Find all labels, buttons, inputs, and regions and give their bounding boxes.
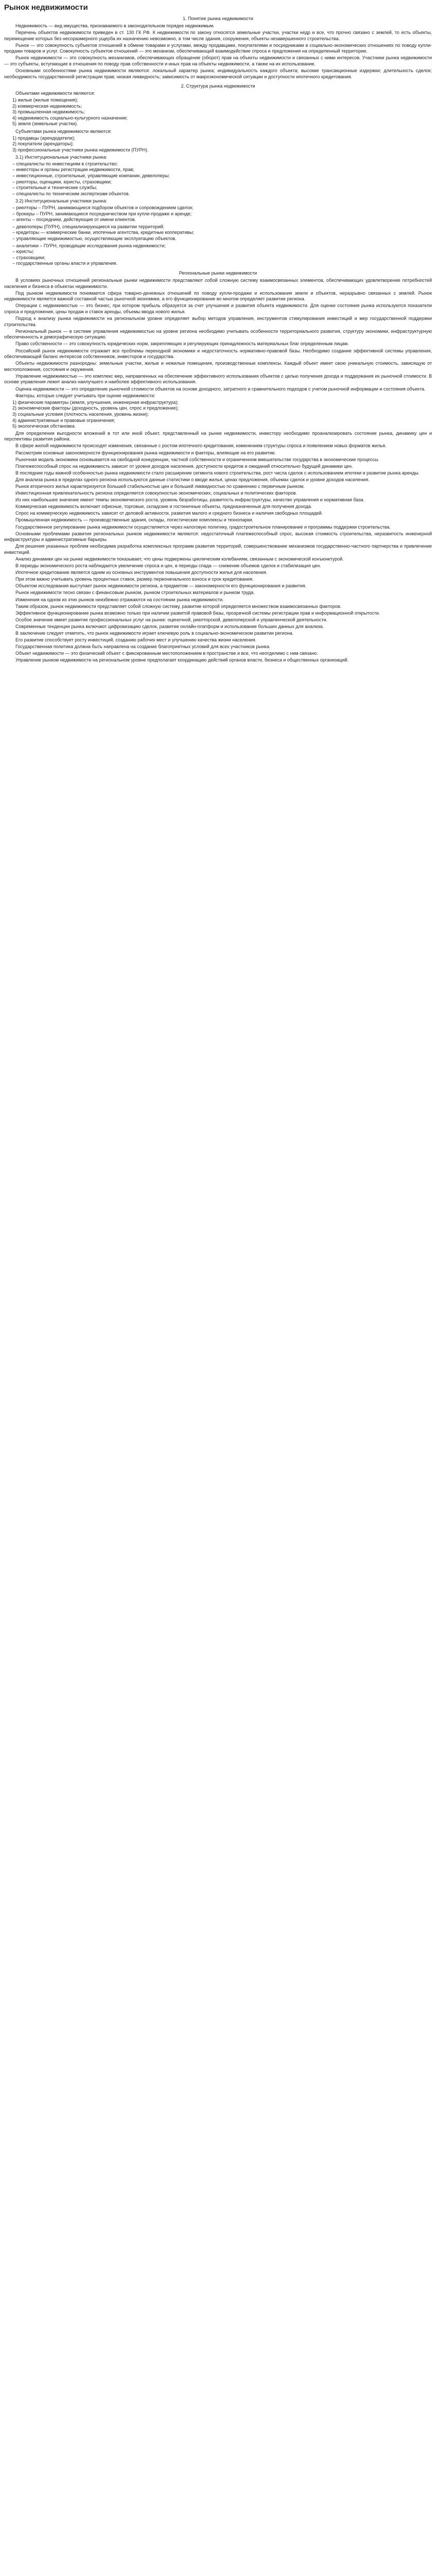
paragraph: Объект недвижимости — это физический объект с фиксированным местоположением в пространстве и все, что неотделимо с ним связано. — [15, 651, 318, 656]
paragraph: Управление недвижимостью — это комплекс мер, направленных на обеспечение эффективного использования объектов с целью получения дохода и поддержания их рыночной стоимости. В основе управления лежит анализ наилучшего и наиболее эффективного использования. — [4, 373, 432, 385]
paragraph: В условиях рыночных отношений региональные рынки недвижимости представляют собой сложную систему взаимосвязанных элементов, обеспечивающих удовлетворение потребностей населения и бизнеса в объектах недвижимости. — [4, 277, 432, 289]
bullet-list — [4, 400, 432, 430]
paragraph: Рынок вторичного жилья характеризуется большей стабильностью цен и большей ликвидностью по сравнению с первичным рынком. — [15, 483, 305, 489]
paragraph: Рынок — это совокупность субъектов отношений в обмене товарами и услугами, между продавцами, покупателями и посредниками в социально-экономических отношениях по поводу купли-продажи товаров и услуг. Совокупность субъектов отношений — это механизм, обеспечивающий взаимодействие спроса и предложения на определенный территории. — [4, 42, 432, 54]
list-item: – агенты – посредники, действующие от имени клиентов. — [12, 217, 136, 223]
bullet-list — [4, 97, 432, 127]
section-heading: Региональные рынки недвижимости — [179, 270, 257, 276]
list-item: 5) земля (земельные участки). — [12, 121, 78, 127]
paragraph: Управление рынком недвижимости на региональном уровне предполагает координацию действий органов власти, бизнеса и общественных организаций. — [15, 657, 348, 663]
list-item: 3) профессиональные участники рынка недвижимости (ПУРН). — [12, 147, 149, 152]
paragraph: Объектом исследования выступает рынок недвижимости региона, а предметом — закономерности его функционирования и развития. — [15, 583, 307, 589]
bullet-list — [4, 243, 432, 267]
bullet-list — [4, 224, 432, 242]
paragraph: Коммерческая недвижимость включает офисные, торговые, складские и гостиничные объекты, предназначенные для получения дохода. — [15, 504, 312, 510]
paragraph: Региональный рынок — в системе управления недвижимостью на уровне региона необходимо учитывать особенности территориального развития, структуру экономики, инфраструктурную обеспеченность и демографическую ситуацию. — [4, 328, 432, 340]
paragraph: Рынок недвижимости — это совокупность механизмов, обеспечивающих обращение (оборот) прав на объекты недвижимости и связанных с ними интересов. Участники рынка недвижимости — это субъекты, вступающие в отношения по поводу прав собственности и иных прав на объекты недвижимости, а также на их использование. — [4, 55, 432, 67]
list-item: – юристы; — [12, 249, 34, 255]
bullet-list — [4, 161, 432, 197]
paragraph: Инвестиционная привлекательность региона определяется совокупностью экономических, социальных и политических факторов. — [15, 490, 298, 496]
paragraph: Анализ динамики цен на рынке недвижимости показывает, что цены подвержены циклическим колебаниям, связанным с экономической конъюнктурой. — [15, 556, 344, 562]
paragraph: Рассмотрим основные закономерности функционирования рынка недвижимости и факторы, влияющие на его развитие. — [15, 450, 276, 455]
paragraph: Изменения на одном из этих рынков неизбежно отражаются на состоянии рынка недвижимости. — [15, 597, 224, 602]
paragraph: Государственная политика должна быть направлена на создание благоприятных условий для всех участников рынка. — [15, 644, 271, 650]
list-item: 3) социальные условия (плотность населения, уровень жизни); — [12, 411, 149, 417]
list-item: – кредиторы — коммерческие банки, ипотечные агентства, кредитные кооперативы; — [12, 230, 195, 235]
list-item: – специалисты по техническим экспертизам объектов. — [12, 191, 130, 196]
paragraph: Рыночная модель экономики основывается на свободной конкуренции, частной собственности и ограниченном вмешательстве государства в экономические процессы. — [15, 456, 379, 462]
paragraph: Платежеспособный спрос на недвижимость зависит от уровня доходов населения, доступности кредитов и ожиданий относительно будущей динамики цен. — [15, 463, 353, 469]
document-page — [0, 0, 436, 671]
paragraph: Операции с недвижимостью — это бизнес, при котором прибыль образуется за счет улучшения и развития объекта недвижимости. Для оценки состояния рынка используются показатели спроса и предложения, цены продаж и ставок аренды, объемы ввода нового жилья. — [4, 303, 432, 314]
subheading: 3.1) Институциональные участники рынка: — [15, 155, 108, 160]
paragraph: Факторы, которые следует учитывать при оценке недвижимости: — [15, 393, 155, 398]
list-item: 2) покупатели (арендаторы); — [12, 141, 74, 147]
paragraph: Подход к анализу рынка недвижимости на региональном уровне определяет выбор методов управления, инструментов стимулирования инвестиций и мер государственной поддержки строительства. — [4, 316, 432, 327]
list-item: 3) промышленная недвижимость; — [12, 109, 85, 115]
paragraph: Промышленная недвижимость — производственные здания, склады, логистические комплексы и технопарки. — [15, 517, 253, 523]
bullet-list — [4, 205, 432, 223]
list-item: 1) продавцы (арендодатели); — [12, 135, 75, 141]
section-heading: 1. Понятие рынка недвижимости — [183, 16, 253, 21]
list-item: 2) коммерческая недвижимость; — [12, 103, 82, 109]
paragraph: Российский рынок недвижимости отражает все проблемы переходной экономики и недостаточность нормативно-правовой базы. Необходимо создание эффективной системы управления, обеспечивающей баланс интересов собственников, инвесторов и государства. — [4, 348, 432, 360]
subheading: Объектами недвижимости являются: — [15, 91, 95, 96]
paragraph: Рынок недвижимости тесно связан с финансовым рынком, рынком строительных материалов и рынком труда. — [15, 590, 255, 596]
list-item: – инвесторы и органы регистрации недвижимости, прав; — [12, 167, 134, 173]
list-item: 1) физические параметры (земля, улучшения, инженерная инфраструктура); — [12, 399, 179, 405]
paragraph: В последние годы важной особенностью рынка недвижимости стало расширение сегмента нового строительства, рост числа сделок с использованием ипотеки и развитие рынка аренды. — [15, 470, 420, 476]
paragraph: Под рынком недвижимости понимается сфера товарно-денежных отношений по поводу купли-продажи и использования земли и объектов, неразрывно связанных с землей. Рынок недвижимости является важной составной частью рыночной экономики, а его функционирование во многом определяет развитие региона. — [4, 290, 432, 302]
paragraph: Современные тенденции рынка включают цифровизацию сделок, развитие онлайн-платформ и использование больших данных для анализа. — [15, 623, 324, 629]
paragraph: В сфере жилой недвижимости происходят изменения, связанные с ростом ипотечного кредитования, изменением структуры спроса и появлением новых форматов жилья. — [15, 443, 387, 449]
paragraph: Таким образом, рынок недвижимости представляет собой сложную систему, развитие которой определяется множеством взаимосвязанных факторов. — [15, 603, 342, 609]
subheading: Субъектами рынка недвижимости являются: — [15, 128, 112, 134]
list-item: – страховщики; — [12, 255, 46, 260]
paragraph: Основными проблемами развития региональных рынков недвижимости являются: недостаточный платежеспособный спрос, высокая стоимость строительства, неразвитость инженерной инфраструктуры и административные барьеры. — [4, 531, 432, 543]
paragraph: Государственное регулирование рынка недвижимости осуществляется через налоговую политику, градостроительное планирование и программы поддержки строительства. — [15, 524, 391, 530]
paragraph: Ипотечное кредитование является одним из основных инструментов повышения доступности жилья для населения. — [15, 570, 268, 575]
list-item: 2) экономические факторы (доходность, уровень цен, спрос и предложение); — [12, 405, 179, 411]
paragraph: Спрос на коммерческую недвижимость зависит от деловой активности, развития малого и среднего бизнеса и наличия свободных площадей. — [15, 511, 323, 516]
list-item: 4) недвижимость социально-культурного назначения; — [12, 115, 128, 121]
list-item: – девелоперы (ПУРН), специализирующиеся на развитии территорий; — [12, 224, 165, 229]
paragraph: Эффективное функционирование рынка возможно только при наличии развитой правовой базы, прозрачной системы регистрации прав и информационной открытости. — [15, 610, 380, 616]
list-item: – управляющие недвижимостью, осуществляющие эксплуатацию объектов. — [12, 236, 177, 241]
paragraph: Для анализа рынка в пределах одного региона используются данные статистики о вводе жилья, ценах предложения, объемах сделок и уровне доходов населения. — [15, 477, 370, 482]
list-item: 5) экологическая обстановка. — [12, 423, 76, 429]
bullet-list — [4, 135, 432, 154]
list-item: – специалисты по инвестициям в строительство; — [12, 161, 118, 166]
list-item: – брокеры – ПУРН, занимающиеся посредничеством при купле-продаже и аренде; — [12, 211, 192, 216]
list-item: – риелторы – ПУРН, занимающиеся подбором объектов и сопровождением сделок; — [12, 205, 194, 211]
paragraph: В заключение следует отметить, что рынок недвижимости играет ключевую роль в социально-экономическом развитии региона. — [15, 631, 294, 636]
paragraph: Перечень объектов недвижимости приведен в ст. 130 ГК РФ. К недвижимости по закону относятся земельные участки, участки недр и все, что прочно связано с землей, то есть объекты, перемещение которых без несоразмерного ущерба их назначению невозможно, в том числе здания, сооружения, объекты незавершенного строительства. — [4, 30, 432, 41]
list-item: – аналитики – ПУРН, проводящие исследования рынка недвижимости; — [12, 243, 166, 248]
paragraph: Объекты недвижимости разнородны: земельные участки, жилые и нежилые помещения, производственные комплексы. Каждый объект имеет свою уникальную стоимость, зависящую от местоположения, состояния и окружения. — [4, 361, 432, 372]
list-item: 4) административные и правовые ограничения; — [12, 417, 115, 423]
paragraph: Недвижимость — вид имущества, признаваемого в законодательном порядке недвижимым. — [15, 23, 215, 28]
section-heading: 2. Структура рынка недвижимости — [181, 83, 255, 89]
paragraph: Особое значение имеет развитие профессиональных услуг на рынке: оценочной, риелторской, девелоперской и управленческой деятельности. — [15, 617, 327, 622]
paragraph: В периоды экономического роста наблюдается увеличение спроса и цен, в периоды спада — снижение объемов сделок и стабилизация цен. — [15, 563, 321, 569]
paragraph: При этом важно учитывать уровень процентных ставок, размер первоначального взноса и срок кредитования. — [15, 577, 254, 582]
paragraph: Основными особенностями рынка недвижимости являются: локальный характер рынка; индивидуальность каждого объекта; высокие трансакционные издержки; длительность сделок; необходимость государственной регистрации прав; низкая ликвидность; зависимость от макроэкономической ситуации и доступности ипотечного кредитования. — [4, 68, 432, 79]
paragraph: Для определения выгодности вложений в тот или иной объект, представленный на рынке недвижимости, инвестору необходимо проанализировать состояние рынка, динамику цен и перспективы развития района. — [4, 430, 432, 442]
list-item: – инвестиционные, строительные, управляющие компании, девелоперы; — [12, 173, 170, 179]
paragraph: Право собственности — это совокупность юридических норм, закрепляющих и регулирующих принадлежность материальных благ определенным лицам. — [15, 341, 349, 347]
paragraph: Его развитие способствует росту инвестиций, созданию рабочих мест и улучшению качества жизни населения. — [15, 637, 256, 643]
document-body — [4, 16, 432, 664]
paragraph: Для решения указанных проблем необходима разработка комплексных программ развития территорий, совершенствование механизмов государственно-частного партнерства и привлечение инвестиций. — [4, 544, 432, 555]
paragraph: Из них наибольшее значение имеют темпы экономического роста, уровень безработицы, развитость инфраструктуры, качество управления и нормативная база. — [15, 497, 365, 503]
list-item: – риелторы, оценщики, юристы, страховщики; — [12, 179, 112, 184]
list-item: – строительные и технические службы; — [12, 185, 97, 191]
subheading: 3.2) Институциональные участники рынка: — [15, 198, 108, 204]
page-title: Рынок недвижимости — [4, 3, 88, 12]
list-item: 1) жилые (жилые помещения); — [12, 97, 78, 103]
list-item: – государственные органы власти и управления. — [12, 261, 117, 266]
paragraph: Оценка недвижимости — это определение рыночной стоимости объектов на основе доходного, затратного и сравнительного подходов с учетом рыночной информации и состояния объекта. — [15, 386, 426, 392]
